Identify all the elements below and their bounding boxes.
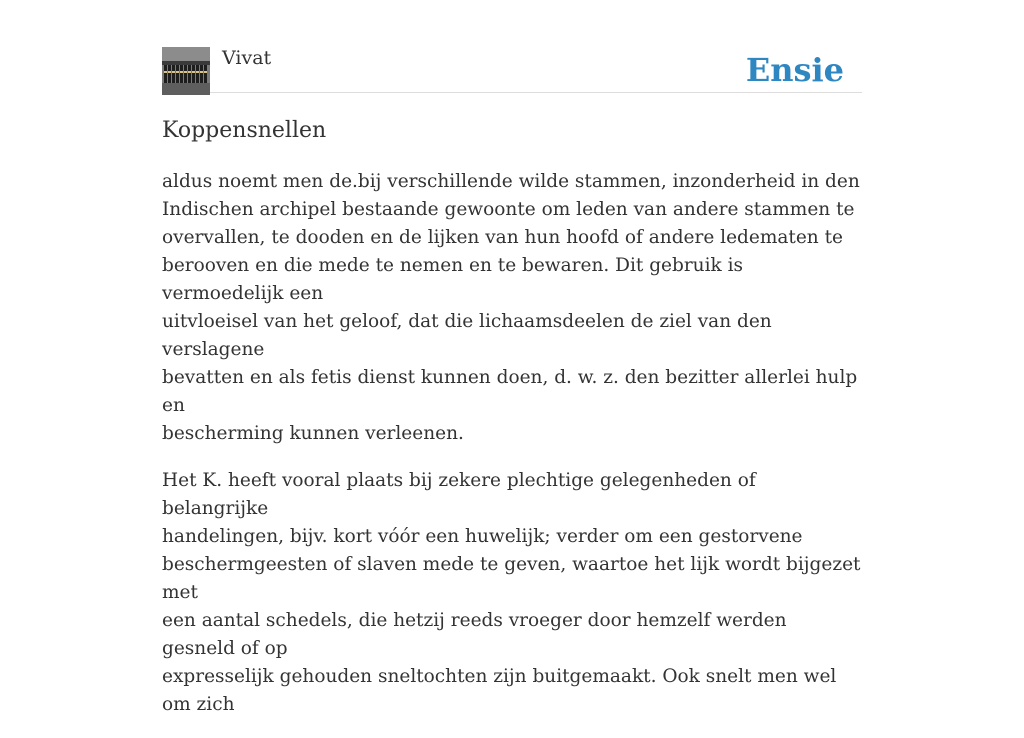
bookshelf-avatar-image: [162, 47, 210, 95]
article-paragraph: Het K. heeft vooral plaats bij zekere plechtige gelegenheden of belangrijke handelingen, bijv. kort vóór een huwelijk; verder om een gestorvene beschermgeesten of slaven mede te geven, waartoe het lijk wordt bijgezet met een aantal schedels, die hetzij reeds vroeger door hemzelf werden gesneld of op expresselijk gehouden sneltochten zijn buitgemaakt. Ook snelt men wel om zich: [162, 470, 861, 715]
site-header: [162, 46, 862, 93]
author-name[interactable]: Vivat: [222, 47, 272, 69]
site-logo[interactable]: Ensie: [745, 51, 844, 89]
author-avatar[interactable]: [162, 47, 210, 95]
article-title: Koppensnellen: [162, 118, 327, 143]
article-body: [162, 168, 862, 738]
article-paragraph: aldus noemt men de.bij verschillende wilde stammen, inzonderheid in den Indischen archipel bestaande gewoonte om leden van andere stammen te overvallen, te dooden en de lijken van hun hoofd of andere ledematen te berooven en die mede te nemen en te bewaren. Dit gebruik is vermoedelijk een uitvloeisel van het geloof, dat die lichaamsdeelen de ziel van den verslagene bevatten en als fetis dienst kunnen doen, d. w. z. den bezitter allerlei hulp en bescherming kunnen verleenen.: [162, 171, 860, 444]
